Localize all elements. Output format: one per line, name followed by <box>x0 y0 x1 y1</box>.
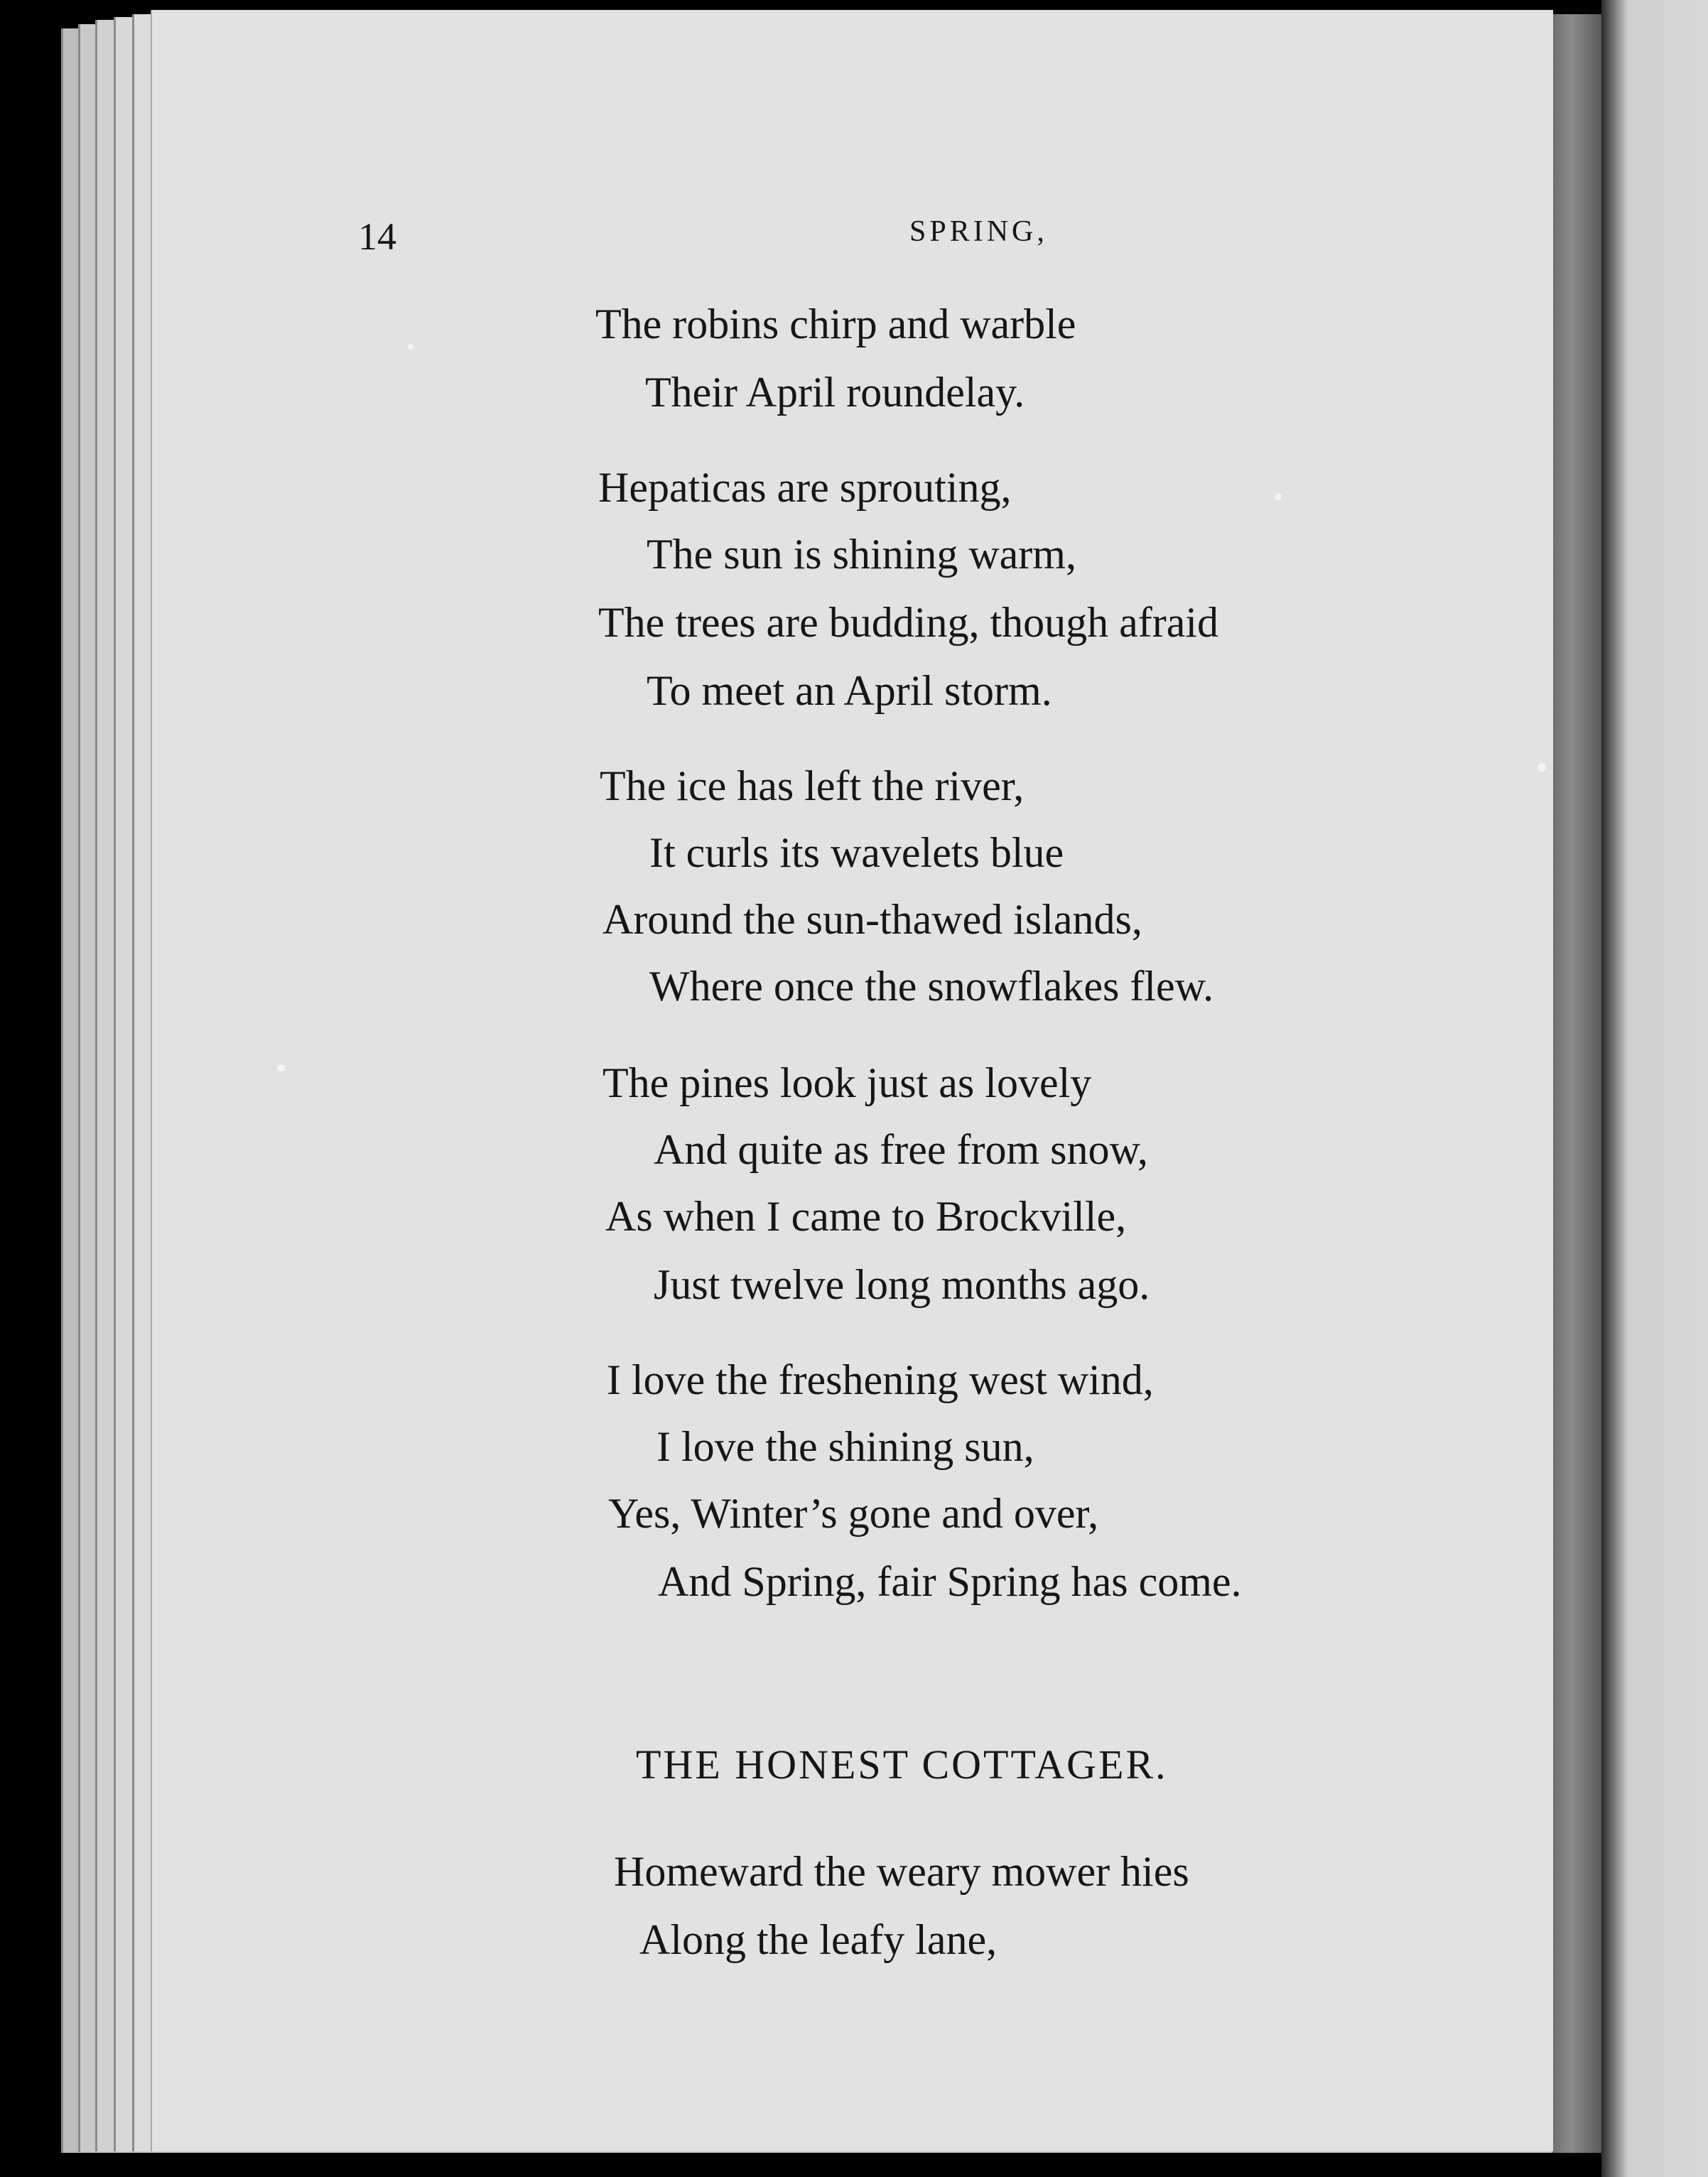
verse-line: Just twelve long months ago. <box>654 1261 1150 1308</box>
verse-line: Around the sun-thawed islands, <box>602 896 1142 943</box>
verse-line: Homeward the weary mower hies <box>614 1848 1189 1895</box>
verse-line: Hepaticas are sprouting, <box>598 464 1012 511</box>
book-gutter <box>1552 14 1601 2153</box>
running-head: SPRING, <box>909 215 1048 248</box>
verse-line: Yes, Winter’s gone and over, <box>608 1490 1099 1537</box>
verse-line: And Spring, fair Spring has come. <box>658 1558 1242 1605</box>
verse-line: To meet an April storm. <box>647 667 1052 714</box>
verse-line: The sun is shining warm, <box>647 531 1076 578</box>
verse-line: The trees are budding, though afraid <box>598 599 1219 646</box>
verse-line: Along the leafy lane, <box>639 1916 998 1963</box>
verse-line: Where once the snowflakes flew. <box>649 963 1214 1010</box>
verse-line: The pines look just as lovely <box>602 1059 1092 1106</box>
verse-line: I love the shining sun, <box>656 1423 1034 1470</box>
verse-line: Their April roundelay. <box>645 369 1025 416</box>
facing-page-edge <box>1601 0 1708 2177</box>
verse-line: I love the freshening west wind, <box>607 1356 1154 1403</box>
verse-line: As when I came to Brockville, <box>605 1193 1127 1240</box>
verse-line: The robins chirp and warble <box>595 301 1076 347</box>
page-number: 14 <box>358 215 396 258</box>
verse-line: And quite as free from snow, <box>654 1126 1148 1173</box>
poem-title: THE HONEST COTTAGER. <box>636 1741 1168 1788</box>
verse-line: The ice has left the river, <box>600 762 1025 809</box>
verse-line: It curls its wavelets blue <box>649 829 1064 876</box>
